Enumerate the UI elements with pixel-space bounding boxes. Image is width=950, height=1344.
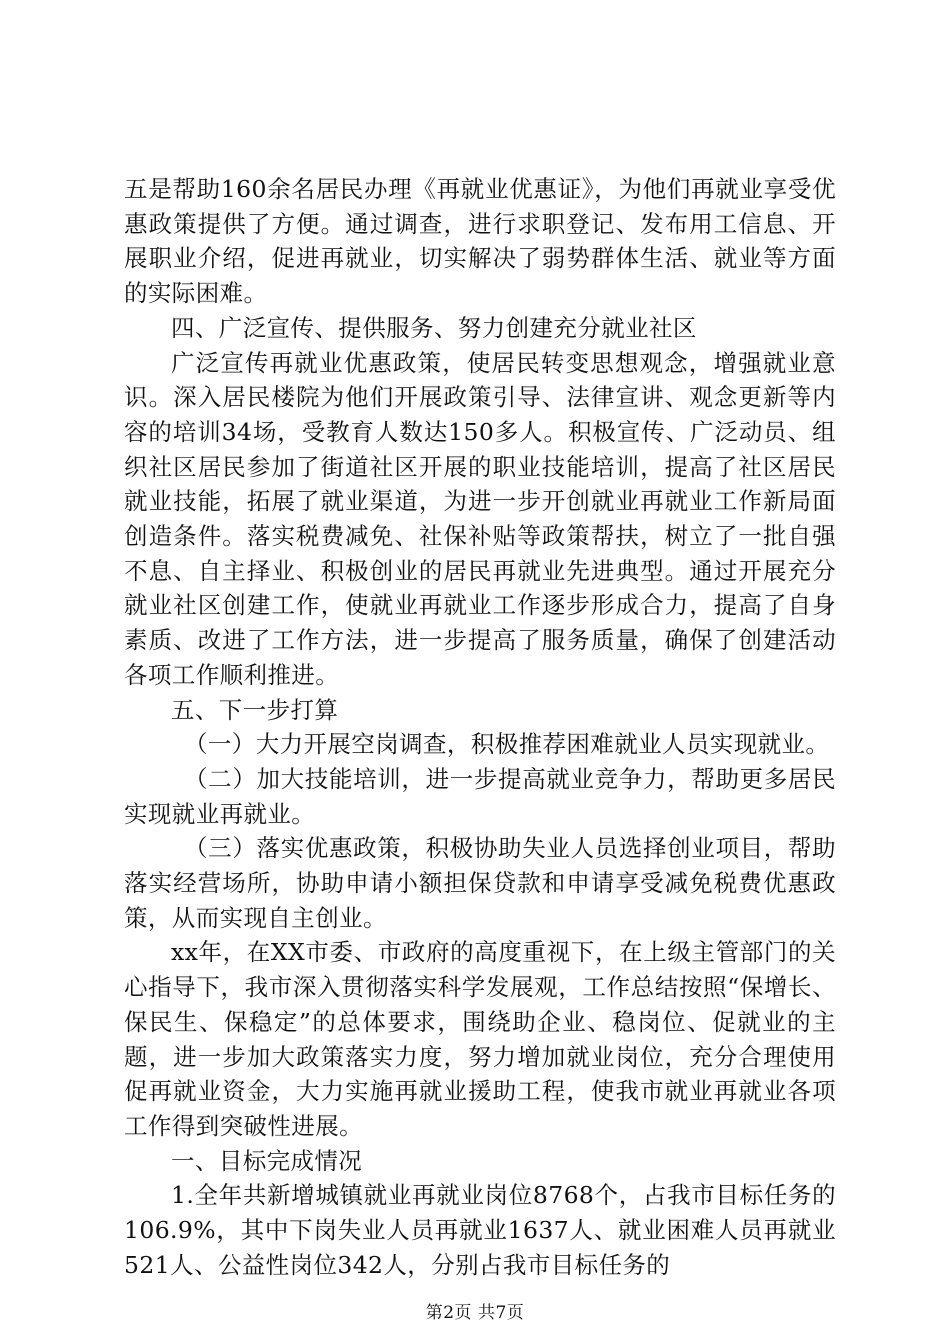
list-item: （一）大力开展空岗调查，积极推荐困难就业人员实现就业。 [184, 730, 830, 759]
section-heading: 五、下一步打算 [171, 695, 339, 724]
document-body [124, 172, 836, 1283]
list-item: （二）加大技能培训，进一步提高就业竞争力，帮助更多居民实现就业再就业。 [124, 764, 836, 828]
section-heading: 四、广泛宣传、提供服务、努力创建充分就业社区 [171, 313, 697, 342]
paragraph: 1.全年共新增城镇就业再就业岗位8768个，占我市目标任务的106.9%，其中下岗失业人员再就业1637人、就业困难人员再就业521人、公益性岗位342人，分别占我市目标任务的 [124, 1181, 836, 1279]
list-item: （三）落实优惠政策，积极协助失业人员选择创业项目，帮助落实经营场所，协助申请小额担保贷款和申请享受减免税费优惠政策，从而实现自主创业。 [124, 834, 836, 932]
paragraph: xx年，在XX市委、市政府的高度重视下，在上级主管部门的关心指导下，我市深入贯彻落实科学发展观，工作总结按照“保增长、保民生、保稳定”的总体要求，围绕助企业、稳岗位、促就业的主题，进一步加大政策落实力度，努力增加就业岗位，充分合理使用促再就业资金，大力实施再就业援助工程，使我市就业再就业各项工作得到突破性进展。 [124, 938, 836, 1140]
section-heading: 一、目标完成情况 [171, 1146, 363, 1175]
paragraph: 五是帮助160余名居民办理《再就业优惠证》，为他们再就业享受优惠政策提供了方便。通过调查，进行求职登记、发布用工信息、开展职业介绍，促进再就业，切实解决了弱势群体生活、就业等方面的实际困难。 [124, 175, 836, 308]
page-number-footer: 第2页 共7页 [425, 1303, 525, 1323]
paragraph: 广泛宣传再就业优惠政策，使居民转变思想观念，增强就业意识。深入居民楼院为他们开展政策引导、法律宣讲、观念更新等内容的培训34场，受教育人数达150多人。积极宣传、广泛动员、组织社区居民参加了街道社区开展的职业技能培训，提高了社区居民就业技能，拓展了就业渠道，为进一步开创就业再就业工作新局面创造条件。落实税费减免、社保补贴等政策帮扶，树立了一批自强不息、自主择业、积极创业的居民再就业先进典型。通过开展充分就业社区创建工作，使就业再就业工作逐步形成合力，提高了自身素质、改进了工作方法，进一步提高了服务质量，确保了创建活动各项工作顺利推进。 [124, 348, 836, 689]
